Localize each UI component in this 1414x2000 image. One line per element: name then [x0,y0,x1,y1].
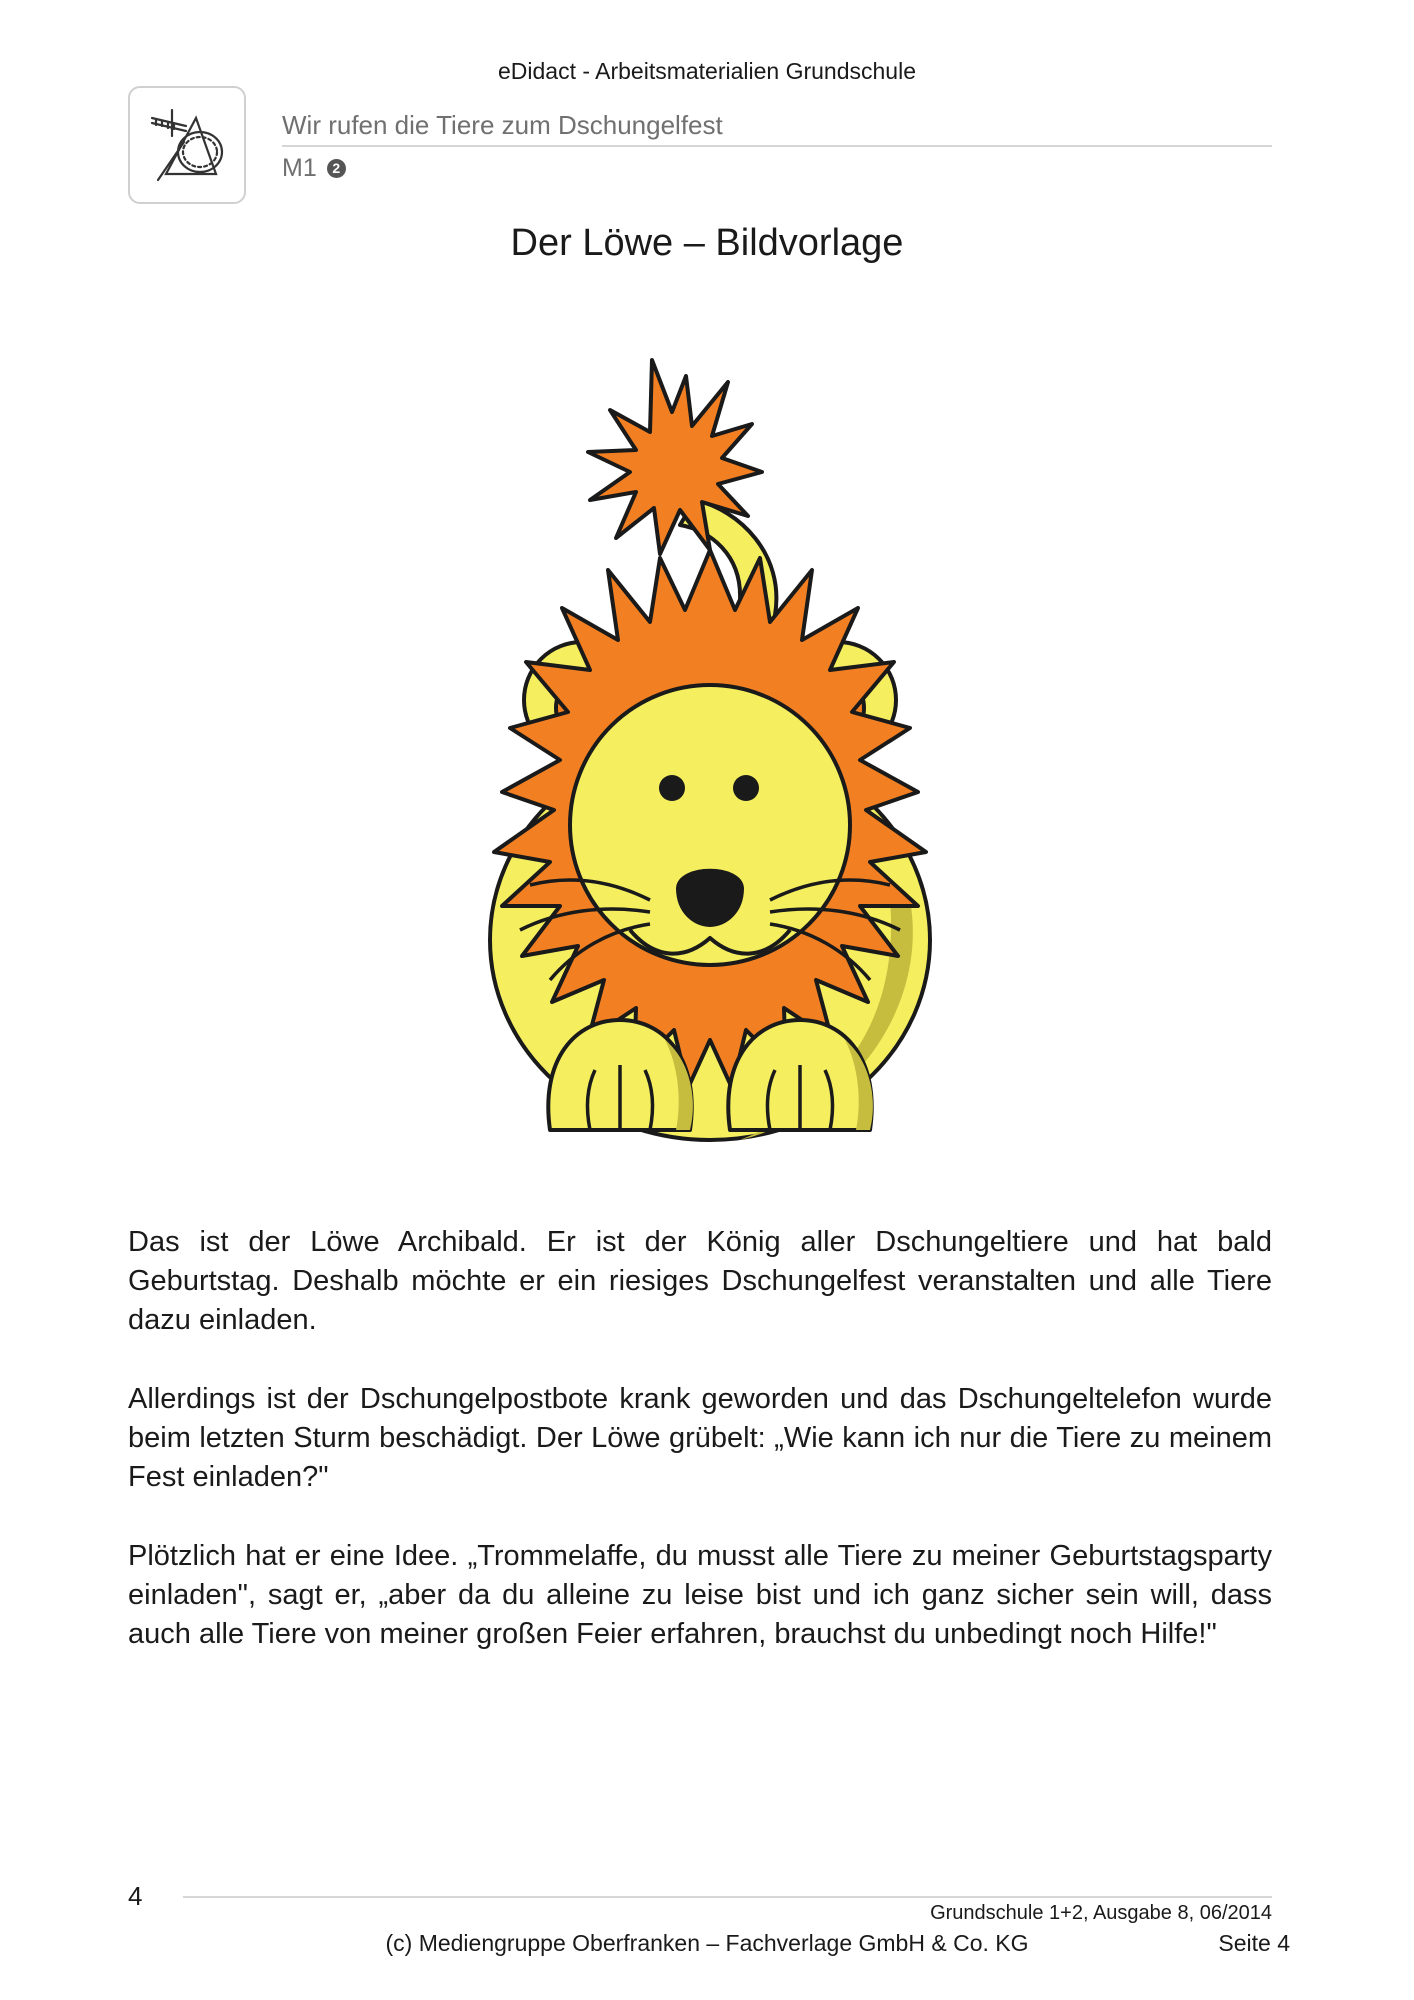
worksheet-subject: Wir rufen die Tiere zum Dschungelfest [282,110,723,140]
paragraph-problem: Allerdings ist der Dschungelpostbote krank geworden und das Dschungeltelefon wurde beim letzten Sturm beschädigt. Der Löwe grübelt: „Wie kann ich nur die Tiere zu meinem Fest einladen?" [128,1383,1272,1493]
lion-nose [678,871,742,925]
copyright-notice: (c) Mediengruppe Oberfranken – Fachverlage GmbH & Co. KG [385,1930,1029,1956]
lion-illustration [440,340,980,1170]
lion-eye-right [733,775,759,801]
page-title: Der Löwe – Bildvorlage [510,222,904,264]
difficulty-badge: 2 [327,159,346,178]
header-divider [282,145,1272,147]
instrument-logo [128,86,246,204]
edition-info: Grundschule 1+2, Ausgabe 8, 06/2014 [930,1902,1272,1924]
paragraph-intro: Das ist der Löwe Archibald. Er ist der König aller Dschungeltiere und hat bald Geburtstag. Deshalb möchte er ein riesiges Dschungelfest veranstalten und alle Tiere dazu einladen. [128,1226,1272,1336]
lion-eye-left [659,775,685,801]
seite-label: Seite 4 [1218,1930,1290,1956]
material-code: M1 [282,154,317,182]
paragraph-idea: Plötzlich hat er eine Idee. „Trommelaffe, du musst alle Tiere zu meiner Geburtstagsparty einladen", sagt er, „aber da du alleine zu leise bist und ich ganz sicher sein will, dass auch alle Tiere von meiner großen Feier erfahren, brauchst du unbedingt noch Hilfe!" [128,1540,1272,1650]
page-number: 4 [128,1881,143,1911]
publisher-header: eDidact - Arbeitsmaterialien Grundschule [497,58,917,84]
footer-divider [183,1896,1272,1898]
material-label [282,154,346,183]
instruments-icon [138,96,238,196]
